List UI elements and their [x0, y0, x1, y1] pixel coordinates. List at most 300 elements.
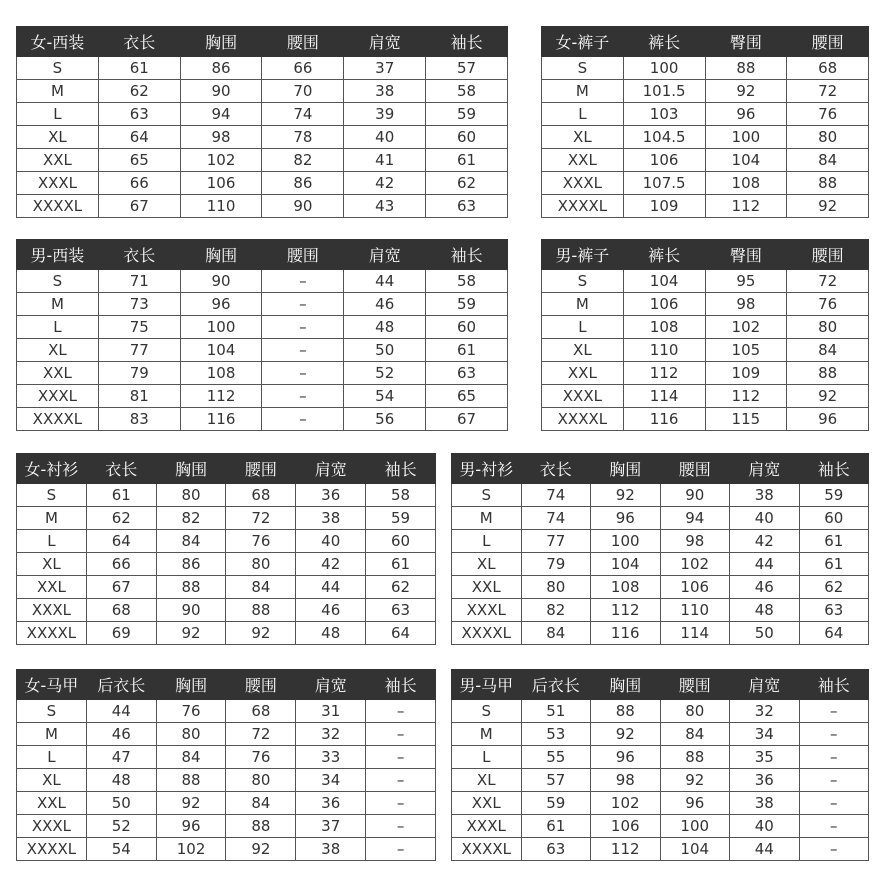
header-row [542, 240, 869, 270]
measurement-cell: 62 [98, 80, 180, 103]
table-row [542, 103, 869, 126]
column-header: 肩宽 [730, 670, 800, 700]
measurement-cell: 65 [98, 149, 180, 172]
measurement-cell: 31 [296, 700, 366, 723]
measurement-cell: 74 [262, 103, 344, 126]
size-label-cell: S [17, 57, 99, 80]
table-row [542, 316, 869, 339]
header-row [17, 454, 436, 484]
measurement-cell: – [799, 700, 869, 723]
measurement-cell: – [366, 700, 436, 723]
measurement-cell: 40 [344, 126, 426, 149]
measurement-cell: 90 [180, 270, 262, 293]
measurement-cell: 102 [180, 149, 262, 172]
measurement-cell: 108 [705, 172, 787, 195]
measurement-cell: 104 [705, 149, 787, 172]
table-row [17, 385, 508, 408]
measurement-cell: 48 [730, 599, 800, 622]
women-shirt-size-table [16, 453, 436, 645]
measurement-cell: 40 [730, 815, 800, 838]
men-shirt-size-table [451, 453, 869, 645]
size-label-cell: XXXXL [17, 195, 99, 218]
measurement-cell: 73 [98, 293, 180, 316]
measurement-cell: – [366, 792, 436, 815]
size-label-cell: L [452, 746, 522, 769]
size-label-cell: M [17, 507, 87, 530]
measurement-cell: 102 [156, 838, 226, 861]
measurement-cell: 36 [730, 769, 800, 792]
measurement-cell: 40 [296, 530, 366, 553]
measurement-cell: 44 [344, 270, 426, 293]
size-label-cell: XL [542, 339, 624, 362]
measurement-cell: – [262, 293, 344, 316]
measurement-cell: 48 [86, 769, 156, 792]
size-label-cell: M [452, 507, 522, 530]
column-header: 肩宽 [296, 454, 366, 484]
measurement-cell: 46 [344, 293, 426, 316]
measurement-cell: 53 [521, 723, 591, 746]
table-row [17, 723, 436, 746]
measurement-cell: 86 [180, 57, 262, 80]
table-row [452, 484, 869, 507]
measurement-cell: 88 [705, 57, 787, 80]
measurement-cell: 68 [787, 57, 869, 80]
measurement-cell: 84 [521, 622, 591, 645]
measurement-cell: 61 [98, 57, 180, 80]
measurement-cell: – [366, 723, 436, 746]
size-label-cell: XXXL [17, 815, 87, 838]
measurement-cell: 59 [426, 293, 508, 316]
measurement-cell: 34 [296, 769, 366, 792]
size-label-cell: L [17, 103, 99, 126]
table-row [452, 746, 869, 769]
measurement-cell: 115 [705, 408, 787, 431]
column-header: 肩宽 [344, 27, 426, 57]
measurement-cell: 54 [86, 838, 156, 861]
measurement-cell: 98 [591, 769, 661, 792]
measurement-cell: 86 [156, 553, 226, 576]
measurement-cell: 76 [156, 700, 226, 723]
measurement-cell: 80 [787, 126, 869, 149]
measurement-cell: – [366, 769, 436, 792]
measurement-cell: 114 [660, 622, 730, 645]
table-row [17, 576, 436, 599]
size-label-cell: XXXL [17, 385, 99, 408]
measurement-cell: 110 [623, 339, 705, 362]
measurement-cell: – [799, 769, 869, 792]
size-label-cell: XXXL [542, 385, 624, 408]
measurement-cell: 80 [787, 316, 869, 339]
measurement-cell: 92 [226, 838, 296, 861]
size-label-cell: XXL [17, 149, 99, 172]
table-row [17, 599, 436, 622]
measurement-cell: – [262, 385, 344, 408]
size-label-cell: XXXXL [542, 408, 624, 431]
measurement-cell: 68 [86, 599, 156, 622]
size-label-cell: L [452, 530, 522, 553]
measurement-cell: 67 [86, 576, 156, 599]
measurement-cell: 88 [226, 599, 296, 622]
table-row [452, 576, 869, 599]
measurement-cell: 62 [366, 576, 436, 599]
measurement-cell: – [799, 838, 869, 861]
table-row [17, 484, 436, 507]
measurement-cell: – [366, 815, 436, 838]
measurement-cell: 41 [344, 149, 426, 172]
measurement-cell: 92 [226, 622, 296, 645]
column-header: 后衣长 [86, 670, 156, 700]
measurement-cell: 42 [730, 530, 800, 553]
size-label-cell: XXXXL [17, 408, 99, 431]
size-label-cell: XXXL [542, 172, 624, 195]
column-header: 肩宽 [730, 454, 800, 484]
size-label-cell: XXL [452, 792, 522, 815]
measurement-cell: 108 [180, 362, 262, 385]
size-label-cell: XXXL [17, 599, 87, 622]
table-row [542, 172, 869, 195]
measurement-cell: 110 [660, 599, 730, 622]
size-label-cell: XXL [17, 792, 87, 815]
column-header: 肩宽 [296, 670, 366, 700]
table-row [452, 815, 869, 838]
table-row [452, 599, 869, 622]
table-row [17, 270, 508, 293]
size-label-cell: M [17, 293, 99, 316]
measurement-cell: 81 [98, 385, 180, 408]
measurement-cell: 108 [591, 576, 661, 599]
table-row [17, 507, 436, 530]
table-row [17, 530, 436, 553]
measurement-cell: 114 [623, 385, 705, 408]
measurement-cell: 78 [262, 126, 344, 149]
measurement-cell: 60 [426, 126, 508, 149]
table-row [17, 553, 436, 576]
measurement-cell: 54 [344, 385, 426, 408]
measurement-cell: 70 [262, 80, 344, 103]
measurement-cell: 48 [344, 316, 426, 339]
measurement-cell: 102 [591, 792, 661, 815]
header-row [452, 670, 869, 700]
measurement-cell: 68 [226, 700, 296, 723]
measurement-cell: 32 [730, 700, 800, 723]
measurement-cell: 104.5 [623, 126, 705, 149]
table-row [17, 622, 436, 645]
measurement-cell: 42 [344, 172, 426, 195]
measurement-cell: 98 [180, 126, 262, 149]
measurement-cell: 63 [521, 838, 591, 861]
measurement-cell: 112 [705, 195, 787, 218]
measurement-cell: 60 [426, 316, 508, 339]
table-row [17, 408, 508, 431]
table-row [452, 530, 869, 553]
measurement-cell: 50 [344, 339, 426, 362]
measurement-cell: 92 [660, 769, 730, 792]
measurement-cell: 116 [623, 408, 705, 431]
measurement-cell: 72 [226, 507, 296, 530]
header-row [17, 240, 508, 270]
column-header: 胸围 [156, 670, 226, 700]
table-row [17, 149, 508, 172]
measurement-cell: 52 [344, 362, 426, 385]
measurement-cell: 100 [705, 126, 787, 149]
measurement-cell: 84 [226, 576, 296, 599]
measurement-cell: 109 [705, 362, 787, 385]
measurement-cell: 84 [156, 746, 226, 769]
measurement-cell: 77 [98, 339, 180, 362]
measurement-cell: 58 [366, 484, 436, 507]
measurement-cell: – [799, 746, 869, 769]
column-header: 腰围 [660, 454, 730, 484]
column-header: 袖长 [426, 27, 508, 57]
size-label-cell: XXL [542, 149, 624, 172]
measurement-cell: 32 [296, 723, 366, 746]
measurement-cell: 88 [156, 769, 226, 792]
measurement-cell: 50 [730, 622, 800, 645]
column-header: 胸围 [591, 670, 661, 700]
measurement-cell: 112 [591, 838, 661, 861]
measurement-cell: 69 [86, 622, 156, 645]
measurement-cell: 100 [660, 815, 730, 838]
column-header: 腰围 [262, 27, 344, 57]
measurement-cell: 59 [521, 792, 591, 815]
column-header: 腰围 [660, 670, 730, 700]
column-header: 腰围 [262, 240, 344, 270]
table-row [542, 126, 869, 149]
column-header: 胸围 [180, 240, 262, 270]
column-header: 衣长 [86, 454, 156, 484]
column-header: 袖长 [366, 670, 436, 700]
size-label-cell: L [542, 316, 624, 339]
measurement-cell: 38 [296, 838, 366, 861]
measurement-cell: 61 [366, 553, 436, 576]
size-label-cell: M [452, 723, 522, 746]
measurement-cell: 76 [787, 103, 869, 126]
table-row [452, 700, 869, 723]
measurement-cell: 96 [660, 792, 730, 815]
size-label-cell: L [542, 103, 624, 126]
size-label-cell: XL [17, 553, 87, 576]
men-pants-size-table [541, 239, 869, 431]
measurement-cell: 63 [799, 599, 869, 622]
table-row [17, 792, 436, 815]
measurement-cell: 116 [591, 622, 661, 645]
measurement-cell: 95 [705, 270, 787, 293]
measurement-cell: 50 [86, 792, 156, 815]
size-label-cell: S [542, 57, 624, 80]
men-vest-size-table [451, 669, 869, 861]
measurement-cell: 112 [180, 385, 262, 408]
column-header: 袖长 [799, 670, 869, 700]
measurement-cell: 72 [226, 723, 296, 746]
measurement-cell: 77 [521, 530, 591, 553]
measurement-cell: 96 [180, 293, 262, 316]
measurement-cell: 66 [98, 172, 180, 195]
measurement-cell: 66 [86, 553, 156, 576]
table-row [542, 80, 869, 103]
header-row [17, 670, 436, 700]
header-row [17, 27, 508, 57]
measurement-cell: 60 [799, 507, 869, 530]
measurement-cell: 84 [787, 339, 869, 362]
measurement-cell: 61 [426, 149, 508, 172]
measurement-cell: 110 [180, 195, 262, 218]
measurement-cell: 101.5 [623, 80, 705, 103]
measurement-cell: 75 [98, 316, 180, 339]
measurement-cell: 58 [426, 80, 508, 103]
table-row [542, 149, 869, 172]
women-pants-size-table [541, 26, 869, 218]
column-header: 腰围 [787, 240, 869, 270]
measurement-cell: 34 [730, 723, 800, 746]
measurement-cell: 57 [521, 769, 591, 792]
measurement-cell: 38 [344, 80, 426, 103]
measurement-cell: 88 [591, 700, 661, 723]
size-label-cell: S [17, 700, 87, 723]
table-row [17, 815, 436, 838]
measurement-cell: 90 [156, 599, 226, 622]
measurement-cell: 59 [426, 103, 508, 126]
measurement-cell: 72 [787, 80, 869, 103]
table-row [17, 172, 508, 195]
column-header: 腰围 [226, 670, 296, 700]
column-header: 后衣长 [521, 670, 591, 700]
measurement-cell: 88 [787, 362, 869, 385]
table-row [542, 270, 869, 293]
measurement-cell: 44 [296, 576, 366, 599]
measurement-cell: 76 [787, 293, 869, 316]
category-header: 男-西装 [17, 240, 99, 270]
size-label-cell: M [542, 80, 624, 103]
table-row [17, 80, 508, 103]
measurement-cell: – [366, 746, 436, 769]
measurement-cell: 84 [660, 723, 730, 746]
measurement-cell: 80 [156, 723, 226, 746]
measurement-cell: – [799, 815, 869, 838]
size-label-cell: L [17, 530, 87, 553]
column-header: 胸围 [591, 454, 661, 484]
table-row [452, 553, 869, 576]
measurement-cell: 82 [262, 149, 344, 172]
measurement-cell: 46 [730, 576, 800, 599]
size-label-cell: S [17, 270, 99, 293]
measurement-cell: 103 [623, 103, 705, 126]
measurement-cell: 112 [591, 599, 661, 622]
measurement-cell: – [262, 270, 344, 293]
measurement-cell: – [799, 792, 869, 815]
size-label-cell: XXXXL [452, 622, 522, 645]
measurement-cell: 108 [623, 316, 705, 339]
measurement-cell: 62 [799, 576, 869, 599]
column-header: 肩宽 [344, 240, 426, 270]
size-label-cell: XXL [17, 362, 99, 385]
measurement-cell: – [262, 339, 344, 362]
table-row [17, 316, 508, 339]
size-label-cell: XXXXL [17, 838, 87, 861]
measurement-cell: 80 [226, 553, 296, 576]
measurement-cell: – [262, 408, 344, 431]
measurement-cell: 64 [799, 622, 869, 645]
column-header: 裤长 [623, 27, 705, 57]
category-header: 女-西装 [17, 27, 99, 57]
size-label-cell: XXXL [452, 815, 522, 838]
measurement-cell: 84 [787, 149, 869, 172]
table-row [542, 339, 869, 362]
measurement-cell: 96 [591, 507, 661, 530]
category-header: 男-马甲 [452, 670, 522, 700]
measurement-cell: 79 [521, 553, 591, 576]
women-vest-size-table [16, 669, 436, 861]
measurement-cell: 104 [180, 339, 262, 362]
table-row [542, 293, 869, 316]
measurement-cell: 107.5 [623, 172, 705, 195]
women-suit-size-table [16, 26, 508, 218]
measurement-cell: 63 [98, 103, 180, 126]
measurement-cell: 72 [787, 270, 869, 293]
measurement-cell: 92 [591, 484, 661, 507]
measurement-cell: 82 [521, 599, 591, 622]
measurement-cell: 90 [180, 80, 262, 103]
measurement-cell: 67 [426, 408, 508, 431]
measurement-cell: 66 [262, 57, 344, 80]
size-label-cell: M [542, 293, 624, 316]
measurement-cell: 55 [521, 746, 591, 769]
column-header: 腰围 [787, 27, 869, 57]
size-label-cell: XXXXL [542, 195, 624, 218]
measurement-cell: 76 [226, 746, 296, 769]
measurement-cell: 46 [86, 723, 156, 746]
table-row [452, 507, 869, 530]
measurement-cell: 84 [156, 530, 226, 553]
table-row [17, 293, 508, 316]
measurement-cell: 96 [156, 815, 226, 838]
size-label-cell: L [17, 316, 99, 339]
column-header: 衣长 [521, 454, 591, 484]
size-label-cell: S [17, 484, 87, 507]
table-row [17, 339, 508, 362]
measurement-cell: 74 [521, 507, 591, 530]
measurement-cell: 109 [623, 195, 705, 218]
measurement-cell: 61 [799, 553, 869, 576]
measurement-cell: 106 [623, 149, 705, 172]
category-header: 男-衬衫 [452, 454, 522, 484]
measurement-cell: 74 [521, 484, 591, 507]
table-row [17, 195, 508, 218]
measurement-cell: 37 [296, 815, 366, 838]
measurement-cell: 44 [730, 838, 800, 861]
measurement-cell: 76 [226, 530, 296, 553]
measurement-cell: 68 [226, 484, 296, 507]
measurement-cell: 63 [426, 195, 508, 218]
measurement-cell: 37 [344, 57, 426, 80]
measurement-cell: 38 [730, 792, 800, 815]
size-label-cell: S [452, 484, 522, 507]
measurement-cell: 40 [730, 507, 800, 530]
table-row [542, 408, 869, 431]
table-row [17, 769, 436, 792]
size-label-cell: XXXXL [452, 838, 522, 861]
table-row [542, 57, 869, 80]
category-header: 女-马甲 [17, 670, 87, 700]
measurement-cell: 83 [98, 408, 180, 431]
category-header: 女-衬衫 [17, 454, 87, 484]
men-suit-size-table [16, 239, 508, 431]
measurement-cell: 67 [98, 195, 180, 218]
measurement-cell: 94 [660, 507, 730, 530]
measurement-cell: 44 [86, 700, 156, 723]
measurement-cell: 79 [98, 362, 180, 385]
measurement-cell: 96 [591, 746, 661, 769]
measurement-cell: 63 [426, 362, 508, 385]
